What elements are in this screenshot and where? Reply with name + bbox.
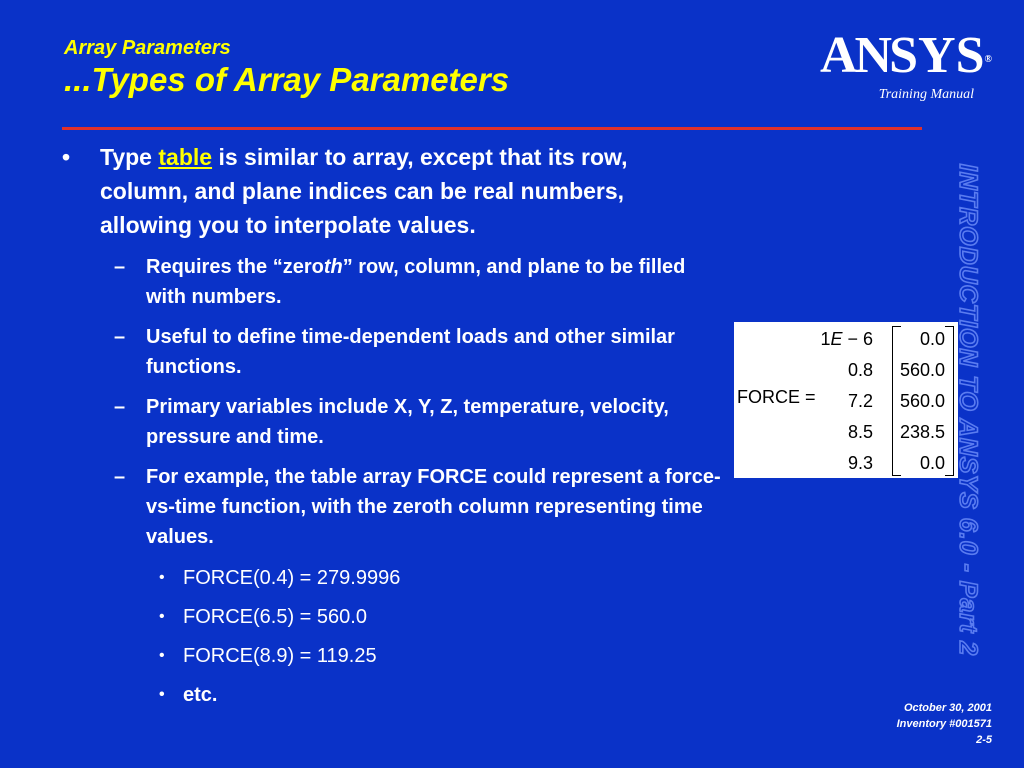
ansys-logo bbox=[820, 27, 1010, 84]
bullet-main-prefix: Type bbox=[100, 144, 159, 170]
bullet-main bbox=[62, 140, 722, 242]
sub-item-text: Primary variables include X, Y, Z, temperature, velocity, pressure and time. bbox=[146, 396, 669, 448]
sub-sub-item bbox=[62, 682, 722, 708]
side-banner-text: INTRODUCTION TO ANSYS 6.0 - Part 2 bbox=[954, 163, 982, 657]
table-link[interactable]: table bbox=[158, 144, 213, 170]
registered-mark: ® bbox=[984, 54, 992, 65]
bullet-glyph: • bbox=[62, 144, 71, 170]
matrix-cell: 0.0 bbox=[919, 329, 945, 349]
bullet-glyph: • bbox=[159, 608, 165, 625]
sub-item-post: ” row, column, and plane to be filled with numbers. bbox=[146, 256, 686, 308]
matrix-cell: 238.5 bbox=[899, 422, 945, 442]
matrix-cell: 7.2 bbox=[847, 391, 873, 411]
sub-item bbox=[62, 462, 722, 552]
sub-sub-item bbox=[62, 604, 722, 630]
logo-sys: SYS bbox=[889, 27, 985, 84]
slide-content bbox=[62, 140, 722, 708]
matrix-cell-c: − 6 bbox=[842, 329, 873, 349]
bullet-main-rest: is similar to array, except that its row, column, and plane indices can be real numbers, allowing you to interpolate values. bbox=[100, 144, 628, 238]
sub-sub-item bbox=[62, 565, 722, 591]
sub-sub-item-text: FORCE(6.5) = 560.0 bbox=[183, 606, 367, 628]
matrix-cell: 0.8 bbox=[847, 360, 873, 380]
matrix-cell-e: E bbox=[830, 329, 843, 349]
slide-title: ...Types of Array Parameters bbox=[64, 61, 510, 98]
side-banner bbox=[940, 140, 1004, 680]
sub-item bbox=[62, 252, 722, 312]
sub-item bbox=[62, 322, 722, 382]
sub-sub-item bbox=[62, 643, 722, 669]
sub-item-pre: Requires the “zero bbox=[146, 256, 324, 278]
matrix-time-column bbox=[820, 328, 873, 483]
training-manual-label: Training Manual bbox=[878, 87, 974, 102]
slide-footer bbox=[897, 700, 992, 748]
matrix-force-column bbox=[900, 328, 945, 483]
matrix-cell: 560.0 bbox=[899, 360, 945, 380]
footer-inventory: Inventory #001571 bbox=[896, 718, 992, 730]
sub-item-text: For example, the table array FORCE could represent a force-vs-time function, with the zeroth column representing time values. bbox=[146, 466, 721, 548]
sub-sub-item-text: etc. bbox=[183, 684, 218, 706]
side-banner-svg bbox=[940, 140, 1004, 680]
matrix-cell-a: 1 bbox=[820, 329, 831, 349]
dash-glyph: – bbox=[114, 256, 126, 278]
dash-glyph: – bbox=[114, 466, 126, 488]
bullet-glyph: • bbox=[159, 647, 165, 664]
header-divider bbox=[62, 127, 922, 130]
sub-item bbox=[62, 392, 722, 452]
bullet-glyph: • bbox=[159, 569, 165, 586]
slide-subtitle: Array Parameters bbox=[64, 37, 231, 59]
footer-page-number: 2-5 bbox=[976, 734, 992, 746]
sub-sub-item-text: FORCE(8.9) = 119.25 bbox=[183, 645, 377, 667]
dash-glyph: – bbox=[114, 396, 126, 418]
logo-an: AN bbox=[820, 27, 890, 84]
sub-item-italic: th bbox=[323, 256, 343, 278]
slide-header bbox=[64, 36, 509, 100]
matrix-cell: 8.5 bbox=[847, 422, 873, 442]
dash-glyph: – bbox=[114, 326, 126, 348]
sub-item-text: Useful to define time-dependent loads and other similar functions. bbox=[146, 326, 675, 378]
matrix-label: FORCE = bbox=[737, 387, 816, 407]
matrix-cell bbox=[820, 328, 873, 359]
bullet-glyph: • bbox=[159, 686, 165, 703]
matrix-cell: 560.0 bbox=[899, 391, 945, 411]
matrix-cell: 9.3 bbox=[847, 453, 873, 473]
force-table-matrix bbox=[734, 322, 958, 478]
footer-date: October 30, 2001 bbox=[903, 702, 992, 714]
matrix-cell: 0.0 bbox=[919, 453, 945, 473]
sub-sub-item-text: FORCE(0.4) = 279.9996 bbox=[183, 567, 401, 589]
